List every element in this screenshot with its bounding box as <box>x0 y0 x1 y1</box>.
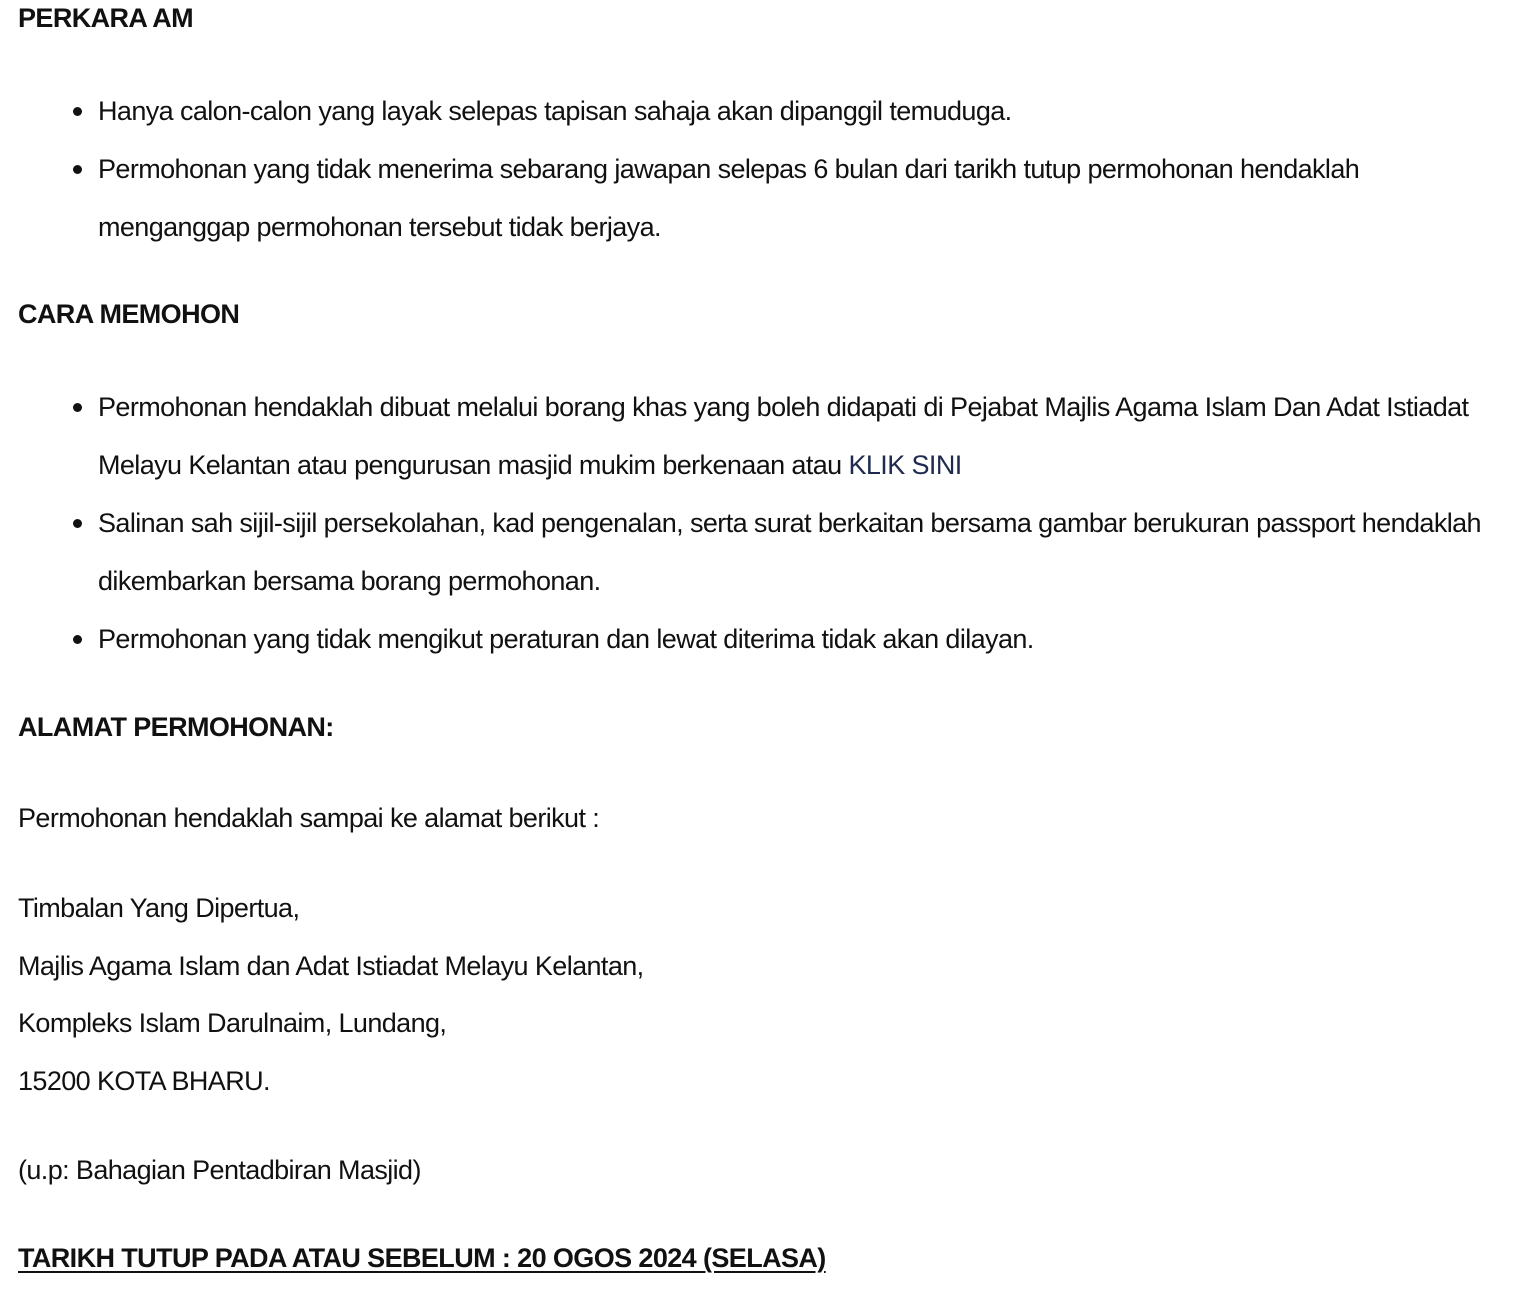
heading-alamat-permohonan: ALAMAT PERMOHONAN: <box>18 712 334 742</box>
list-item: Salinan sah sijil-sijil persekolahan, kad pengenalan, serta surat berkaitan bersama gambar berukuran passport hendaklah dikembarkan bersama borang permohonan. <box>68 494 1488 610</box>
list-item: Permohonan yang tidak mengikut peraturan dan lewat diterima tidak akan dilayan. <box>68 610 1488 668</box>
cara-memohon-list <box>68 378 1488 668</box>
closing-date: TARIKH TUTUP PADA ATAU SEBELUM : 20 OGOS 2024 (SELASA) <box>18 1243 826 1273</box>
heading-perkara-am: PERKARA AM <box>18 3 193 33</box>
address-line: Majlis Agama Islam dan Adat Istiadat Melayu Kelantan, <box>18 951 644 981</box>
list-item: Permohonan yang tidak menerima sebarang jawapan selepas 6 bulan dari tarikh tutup permohonan hendaklah menganggap permohonan tersebut tidak berjaya. <box>68 140 1488 256</box>
address-line: 15200 KOTA BHARU. <box>18 1066 270 1096</box>
list-item-text: Permohonan hendaklah dibuat melalui borang khas yang boleh didapati di Pejabat Majlis Agama Islam Dan Adat Istiadat Melayu Kelantan atau pengurusan masjid mukim berkenaan atau <box>98 392 1469 480</box>
heading-cara-memohon: CARA MEMOHON <box>18 299 240 329</box>
attention-line: (u.p: Bahagian Pentadbiran Masjid) <box>18 1155 421 1185</box>
address-line: Timbalan Yang Dipertua, <box>18 893 300 923</box>
list-item: Hanya calon-calon yang layak selepas tapisan sahaja akan dipanggil temuduga. <box>68 82 1488 140</box>
klik-sini-link[interactable]: KLIK SINI <box>848 450 962 480</box>
address-intro: Permohonan hendaklah sampai ke alamat berikut : <box>18 803 600 833</box>
address-line: Kompleks Islam Darulnaim, Lundang, <box>18 1008 447 1038</box>
list-item <box>68 378 1488 494</box>
perkara-am-list <box>68 82 1488 256</box>
